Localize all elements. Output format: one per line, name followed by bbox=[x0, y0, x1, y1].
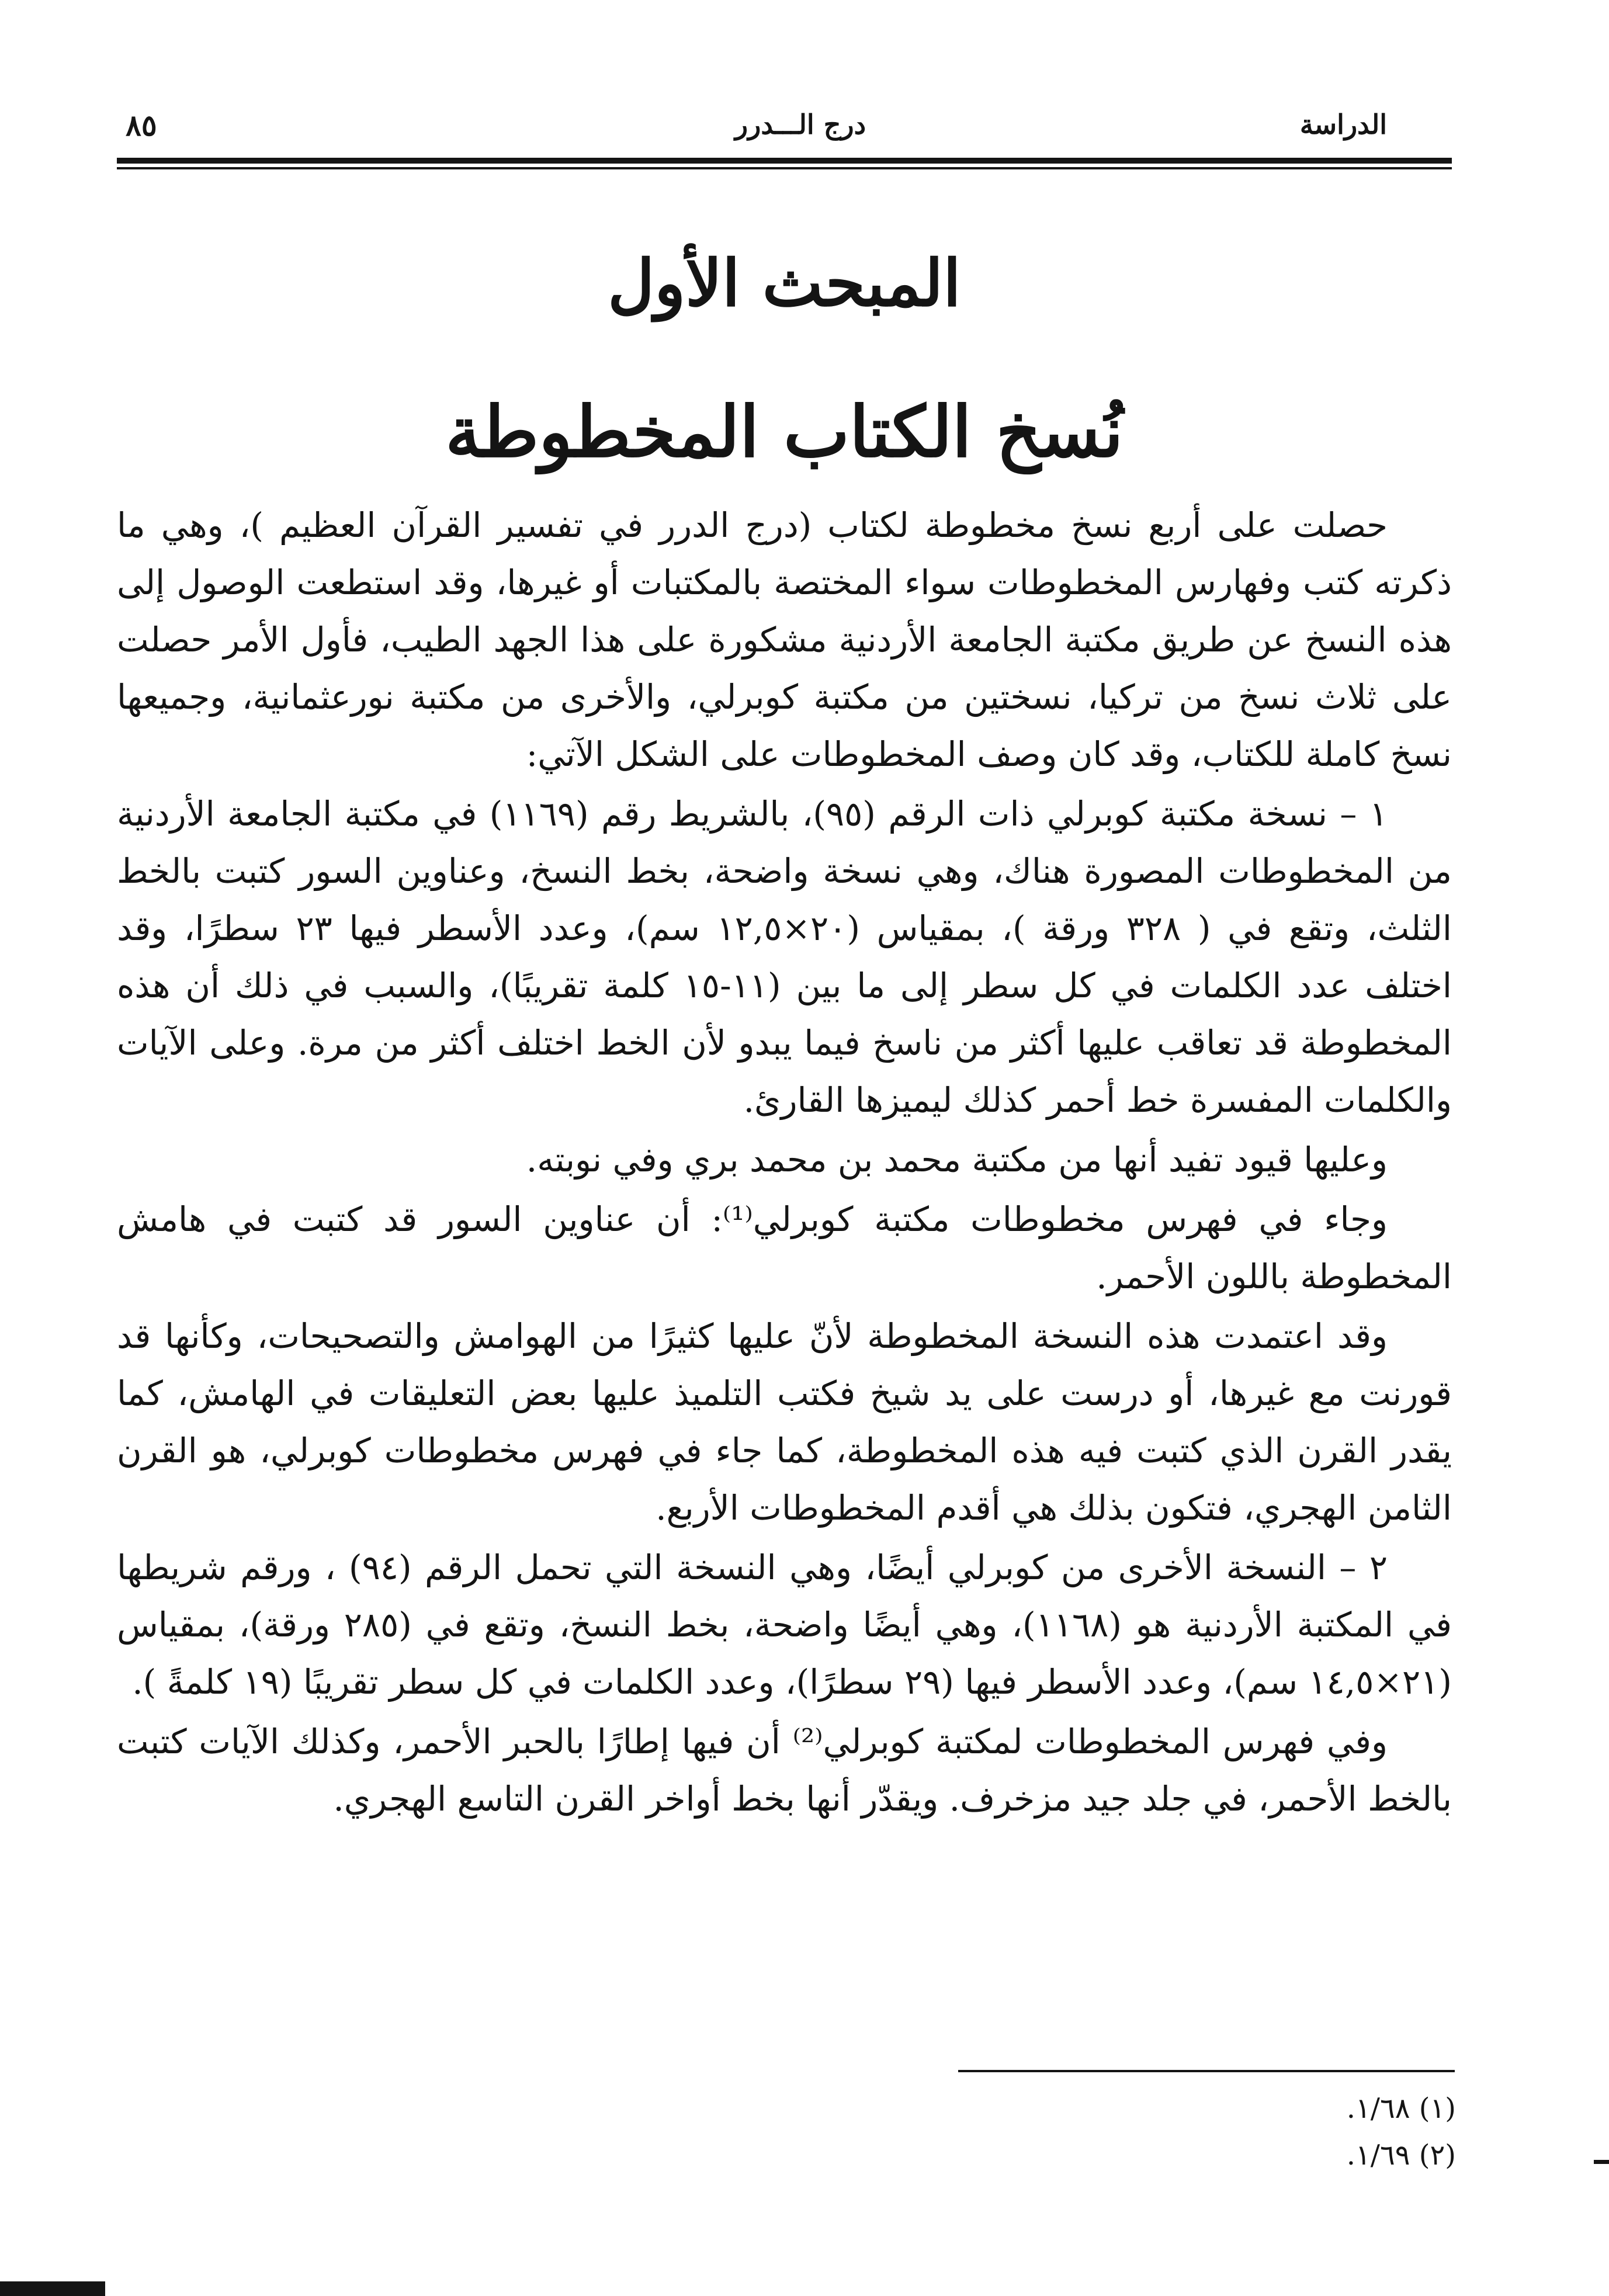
paragraph-adoption-reason: وقد اعتمدت هذه النسخة المخطوطة لأنّ عليها كثيرًا من الهوامش والتصحيحات، وكأنها قد قورنت مع غيرها، أو درست على يد شيخ فكتب التلميذ عليها بعض التعليقات في الهامش، كما يقدر القرن الذي كتبت فيه هذه المخطوطة، كما جاء في فهرس مخطوطات كوبرلي، هو القرن الثامن الهجري، فتكون بذلك هي أقدم المخطوطات الأربع. bbox=[117, 1316, 1452, 1528]
chapter-heading: المبحث الأول bbox=[608, 245, 961, 321]
page-number: ٨٥ bbox=[126, 108, 157, 143]
footnote-2: (٢) ١/٦٩. bbox=[1346, 2139, 1456, 2172]
header-rule-thick bbox=[117, 158, 1452, 164]
paragraph-intro: حصلت على أربع نسخ مخطوطة لكتاب (درج الدرر في تفسير القرآن العظيم )، وهي ما ذكرته كتب وفهارس المخطوطات سواء المختصة بالمكتبات أو غيرها، وقد استطعت الوصول إلى هذه النسخ عن طريق مكتبة الجامعة الأردنية مشكورة على هذا الجهد الطيب، فأول الأمر حصلت على ثلاث نسخ من تركيا، نسختين من مكتبة كوبرلي، والأخرى من مكتبة نورعثمانية، وجميعها نسخ كاملة للكتاب، وقد كان وصف المخطوطات على الشكل الآتي: bbox=[117, 505, 1452, 774]
header-rule-thin bbox=[117, 167, 1452, 169]
scan-edge-mark bbox=[0, 2281, 105, 2296]
paragraph-ownership-notes: وعليها قيود تفيد أنها من مكتبة محمد بن محمد بري وفي نوبته. bbox=[526, 1140, 1388, 1180]
running-header-book-title: درج الـــدرر bbox=[734, 109, 866, 140]
running-header-section: الدراسة bbox=[1299, 109, 1387, 140]
body-text bbox=[117, 497, 1452, 1830]
footnote-1: (١) ١/٦٨. bbox=[1346, 2092, 1456, 2125]
footnote-separator bbox=[958, 2070, 1455, 2072]
scan-edge-mark bbox=[1594, 2160, 1609, 2164]
paragraph-catalog-note-2: وفي فهرس المخطوطات لمكتبة كوبرلي⁽²⁾ أن فيها إطارًا بالحبر الأحمر، وكذلك الآيات كتبت بالخط الأحمر، في جلد جيد مزخرف. ويقدّر أنها بخط أواخر القرن التاسع الهجري. bbox=[117, 1722, 1452, 1819]
paragraph-manuscript-1: ١ – نسخة مكتبة كوبرلي ذات الرقم (٩٥)، بالشريط رقم (١١٦٩) في مكتبة الجامعة الأردنية من المخطوطات المصورة هناك، وهي نسخة واضحة، بخط النسخ، وعناوين السور كتبت بالخط الثلث، وتقع في ( ٣٢٨ ورقة )، بمقياس (٢٠×١٢,٥ سم)، وعدد الأسطر فيها ٢٣ سطرًا، وقد اختلف عدد الكلمات في كل سطر إلى ما بين (١١-١٥ كلمة تقريبًا)، والسبب في ذلك أن هذه المخطوطة قد تعاقب عليها أكثر من ناسخ فيما يبدو لأن الخط اختلف أكثر من مرة. وعلى الآيات والكلمات المفسرة خط أحمر كذلك ليميزها القارئ. bbox=[117, 794, 1452, 1120]
paragraph-manuscript-2: ٢ – النسخة الأخرى من كوبرلي أيضًا، وهي النسخة التي تحمل الرقم (٩٤) ، ورقم شريطها في المكتبة الأردنية هو (١١٦٨)، وهي أيضًا واضحة، بخط النسخ، وتقع في (٢٨٥ ورقة)، بمقياس (٢١×١٤,٥ سم)، وعدد الأسطر فيها (٢٩ سطرًا)، وعدد الكلمات في كل سطر تقريبًا (١٩ كلمةً ). bbox=[117, 1548, 1452, 1702]
section-title: نُسخ الكتاب المخطوطة bbox=[445, 391, 1123, 473]
paragraph-catalog-note-1: وجاء في فهرس مخطوطات مكتبة كوبرلي⁽¹⁾: أن عناوين السور قد كتبت في هامش المخطوطة باللون الأحمر. bbox=[117, 1199, 1452, 1296]
